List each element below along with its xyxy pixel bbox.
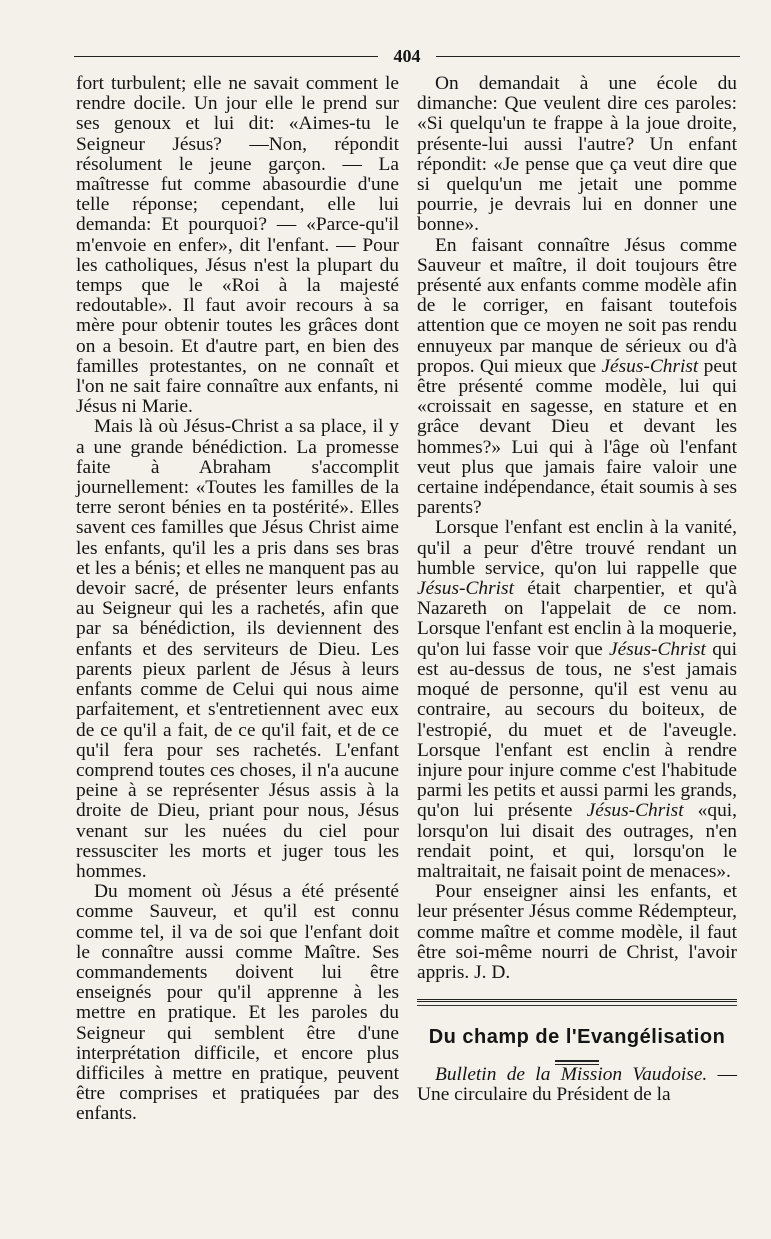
left-column — [76, 74, 399, 1125]
italic-name: Jésus-Christ — [586, 800, 684, 822]
signature: J. D. — [474, 961, 511, 983]
bulletin-dash: — — [707, 1064, 737, 1086]
right-paragraph-4 — [417, 882, 737, 983]
text-run: Lorsque l'enfant est enclin à la vanité, qu'il a peur d'être trouvé rendant un humble service, qu'on lui rappelle que — [417, 517, 737, 579]
header-rule-right — [436, 56, 740, 57]
italic-name: Jésus-Christ — [417, 578, 514, 600]
bulletin-text: Une circulaire du Président de la — [417, 1084, 671, 1106]
text-run: En faisant connaître Jésus comme Sauveur et maître, il doit toujours être présenté aux enfants comme modèle afin de le corriger, en faisant toutefois attention que ce moyen ne soit pas rendu ennuyeux par manque de sérieux ou d'à propos. Qui mieux que — [417, 234, 737, 377]
left-paragraph-1: fort turbulent; elle ne savait comment le rendre docile. Un jour elle le prend sur ses genoux et lui dit: «Aimes-tu le Seigneur Jésus? —Non, répondit résolument le jeune garçon. — La maîtresse fut comme abasourdie d'une telle réponse; cependant, elle lui demanda: Et pourquoi? — «Parce-qu'il m'envoie en enfer», dit l'enfant. — Pour les catholiques, Jésus n'est la plupart du temps que le «Roi à la majesté redoutable». Il faut avoir recours à sa mère pour obtenir toutes les grâces dont on a besoin. Et d'autre part, en bien des familles protestantes, on ne connaît et l'on ne sait faire connaître aux enfants, ni Jésus ni Marie. — [76, 73, 399, 418]
bulletin-title: Bulletin de la Mission Vaudoise. — [435, 1064, 708, 1086]
section-heading: Du champ de l'Evangélisation — [428, 1026, 726, 1049]
section-divider-thin — [417, 1005, 737, 1006]
text-run: Pour enseigner ainsi les enfants, et leur présenter Jésus comme Rédempteur, comme maître et comme modèle, il faut être soi-même nourri de Christ, l'avoir appris. — [417, 881, 737, 983]
header-rule-left — [74, 56, 378, 57]
heading-ornament — [555, 1060, 599, 1062]
bulletin-paragraph — [417, 1065, 737, 1105]
right-paragraph-1: On demandait à une école du dimanche: Que veulent dire ces paroles: «Si quelqu'un te frappe à la joue droite, présente-lui aussi l'autre? Un enfant répondit: «Je pense que ça veut dire que si quelqu'un me jetait une pomme pourrie, je devrais lui en donner une bonne». — [417, 73, 737, 236]
left-paragraph-3: Du moment où Jésus a été présenté comme Sauveur, et qu'il est connu comme tel, il va de soi que l'enfant doit le connaître aussi comme Maître. Ses commandements doivent lui être enseignés pour qu'il apprenne à les mettre en pratique. Et les paroles du Seigneur qui semblent être d'une interprétation difficile, et encore plus difficiles à mettre en pratique, peuvent être comprises et pratiquées par des enfants. — [76, 881, 399, 1125]
italic-name: Jésus-Christ — [608, 638, 706, 660]
right-column — [417, 74, 737, 1106]
text-run: peut être présenté comme modèle, lui qui «croissait en sagesse, en stature et en grâce devant Dieu et devant les hommes?» Lui qui à l'âge où l'enfant veut plus que jamais faire valoir une certaine indépendance, était soumis à ses parents? — [417, 355, 738, 519]
right-paragraph-2 — [417, 236, 737, 519]
text-run: «qui, lorsqu'on lui disait des outrages, n'en rendait point, et qui, lorsqu'on le maltraitait, ne faisait point de menaces». — [417, 800, 738, 882]
text-run: était charpentier, et qu'à Nazareth on l'appelait de ce nom. Lorsque l'enfant est enclin à la moquerie, qu'on lui fasse voir que — [417, 578, 737, 660]
right-paragraph-3 — [417, 518, 737, 882]
left-paragraph-2: Mais là où Jésus-Christ a sa place, il y a une grande bénédiction. La promesse faite à Abraham s'accomplit journellement: «Toutes les familles de la terre seront bénies en ta postérité». Elles savent ces familles que Jésus Christ aime les enfants, qu'il les a pris dans ses bras et les a bénis; et elles ne manquent pas au devoir sacré, de présenter leurs enfants au Seigneur qui les a rachetés, afin que par sa bénédiction, ils deviennent des enfants et des serviteurs de Dieu. Les parents pieux parlent de Jésus à leurs enfants comme de Celui qui nous aime parfaitement, et s'entretiennent avec eux de ce qu'il a fait, de ce qu'il fait, et de ce qu'il fera pour ses rachetés. L'enfant comprend toutes ces choses, il n'a aucune peine à se représenter Jésus assis à la droite de Dieu, priant pour nous, Jésus venant sur les nuées du ciel pour ressusciter les morts et juger tous les hommes. — [76, 416, 399, 882]
section-divider — [417, 999, 737, 1002]
text-run: qui est au-dessus de tous, ne s'est jamais moqué de personne, qu'il est venu au contraire, au secours du boiteux, de l'estropié, du muet et de l'aveugle. Lorsque l'enfant est enclin à rendre injure pour injure comme c'est l'habitude parmi les petits et aussi parmi les grands, qu'on lui présente — [417, 638, 737, 822]
page-header — [74, 44, 740, 68]
page-number: 404 — [393, 46, 421, 66]
italic-name: Jésus-Christ — [601, 355, 699, 377]
